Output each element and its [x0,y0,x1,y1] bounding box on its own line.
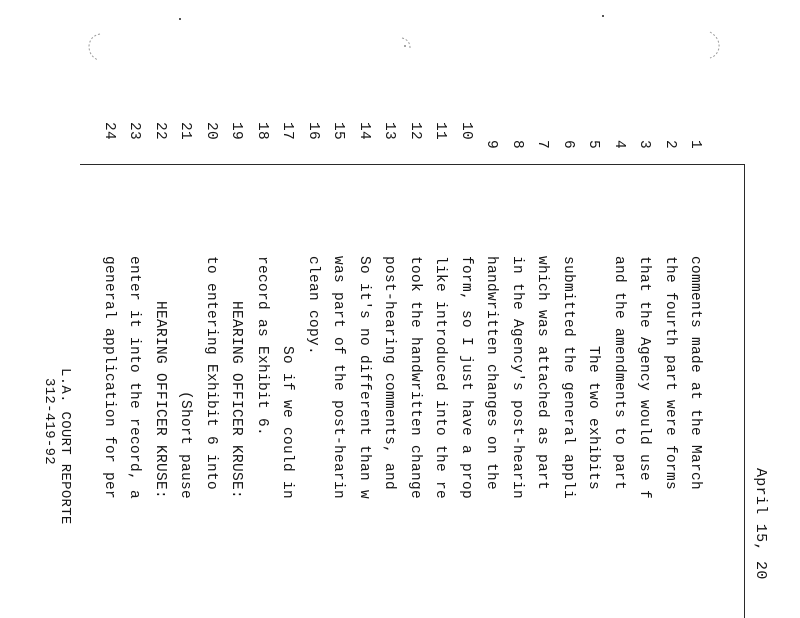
line-number: 24 [101,122,117,141]
transcript-line: form, so I just have a prop [457,256,474,500]
line-number: 13 [381,122,398,141]
line-number: 20 [202,122,219,141]
line-number: 2 [661,140,678,150]
transcript-line: handwritten changes on the [483,256,500,491]
transcript-line: submitted the general appli [559,256,576,500]
transcript-line: The two exhibits [585,256,602,491]
transcript-line: So it's no different than w [355,256,372,500]
line-number: 21 [177,122,194,141]
transcript-line: and the amendments to part [610,256,627,491]
footer-phone: 312-419-92 [41,378,57,466]
line-number: 10 [457,122,474,141]
punch-hole-mark [396,34,416,64]
margin-rule-top [80,164,744,165]
transcript-line: that the Agency would use f [636,256,653,500]
line-number: 8 [508,140,525,150]
header-date: April 15, 20 [752,468,769,580]
line-number: 11 [432,122,449,141]
line-number: 17 [279,122,296,141]
footer-reporter: L.A. COURT REPORTE [57,368,73,525]
scan-speck [179,18,181,20]
line-number: 1 [687,140,703,150]
transcript-line: was part of the post-hearin [330,256,347,500]
transcript-line: the fourth part were forms [661,256,678,491]
transcript-line: enter it into the record, a [126,256,143,500]
line-number: 22 [151,122,168,141]
transcript-line: comments made at the March [687,256,703,491]
transcript-line: HEARING OFFICER KRUSE: [151,256,168,500]
line-number: 23 [126,122,143,141]
margin-rule-side [744,164,745,618]
line-number: 3 [636,140,653,150]
line-number: 4 [610,140,627,150]
line-number: 14 [355,122,372,141]
transcript-line: HEARING OFFICER KRUSE: [228,256,245,500]
transcript-line: general application for per [101,256,117,500]
line-number: 6 [559,140,576,150]
transcript-line: like introduced into the re [432,256,449,500]
line-number: 9 [483,140,500,150]
transcript-line: post-hearing comments, and [381,256,398,491]
transcript-line: clean copy. [304,256,321,356]
line-number: 18 [253,122,270,141]
line-number: 7 [534,140,551,150]
transcript-line: in the Agency's post-hearin [508,256,525,500]
transcript-line: to entering Exhibit 6 into [202,256,219,491]
transcript-line: which was attached as part [534,256,551,491]
line-number: 15 [330,122,347,141]
transcript-line: (Short pause [177,256,194,500]
transcript-line: took the handwritten change [406,256,423,500]
line-number: 12 [406,122,423,141]
transcript-line: record as Exhibit 6. [253,256,270,437]
line-number: 16 [304,122,321,141]
line-number: 19 [228,122,245,141]
scan-speck [602,15,604,17]
punch-hole-mark [704,30,724,60]
punch-hole-mark [86,32,106,62]
line-number: 5 [585,140,602,150]
transcript-line: So if we could in [279,256,296,500]
